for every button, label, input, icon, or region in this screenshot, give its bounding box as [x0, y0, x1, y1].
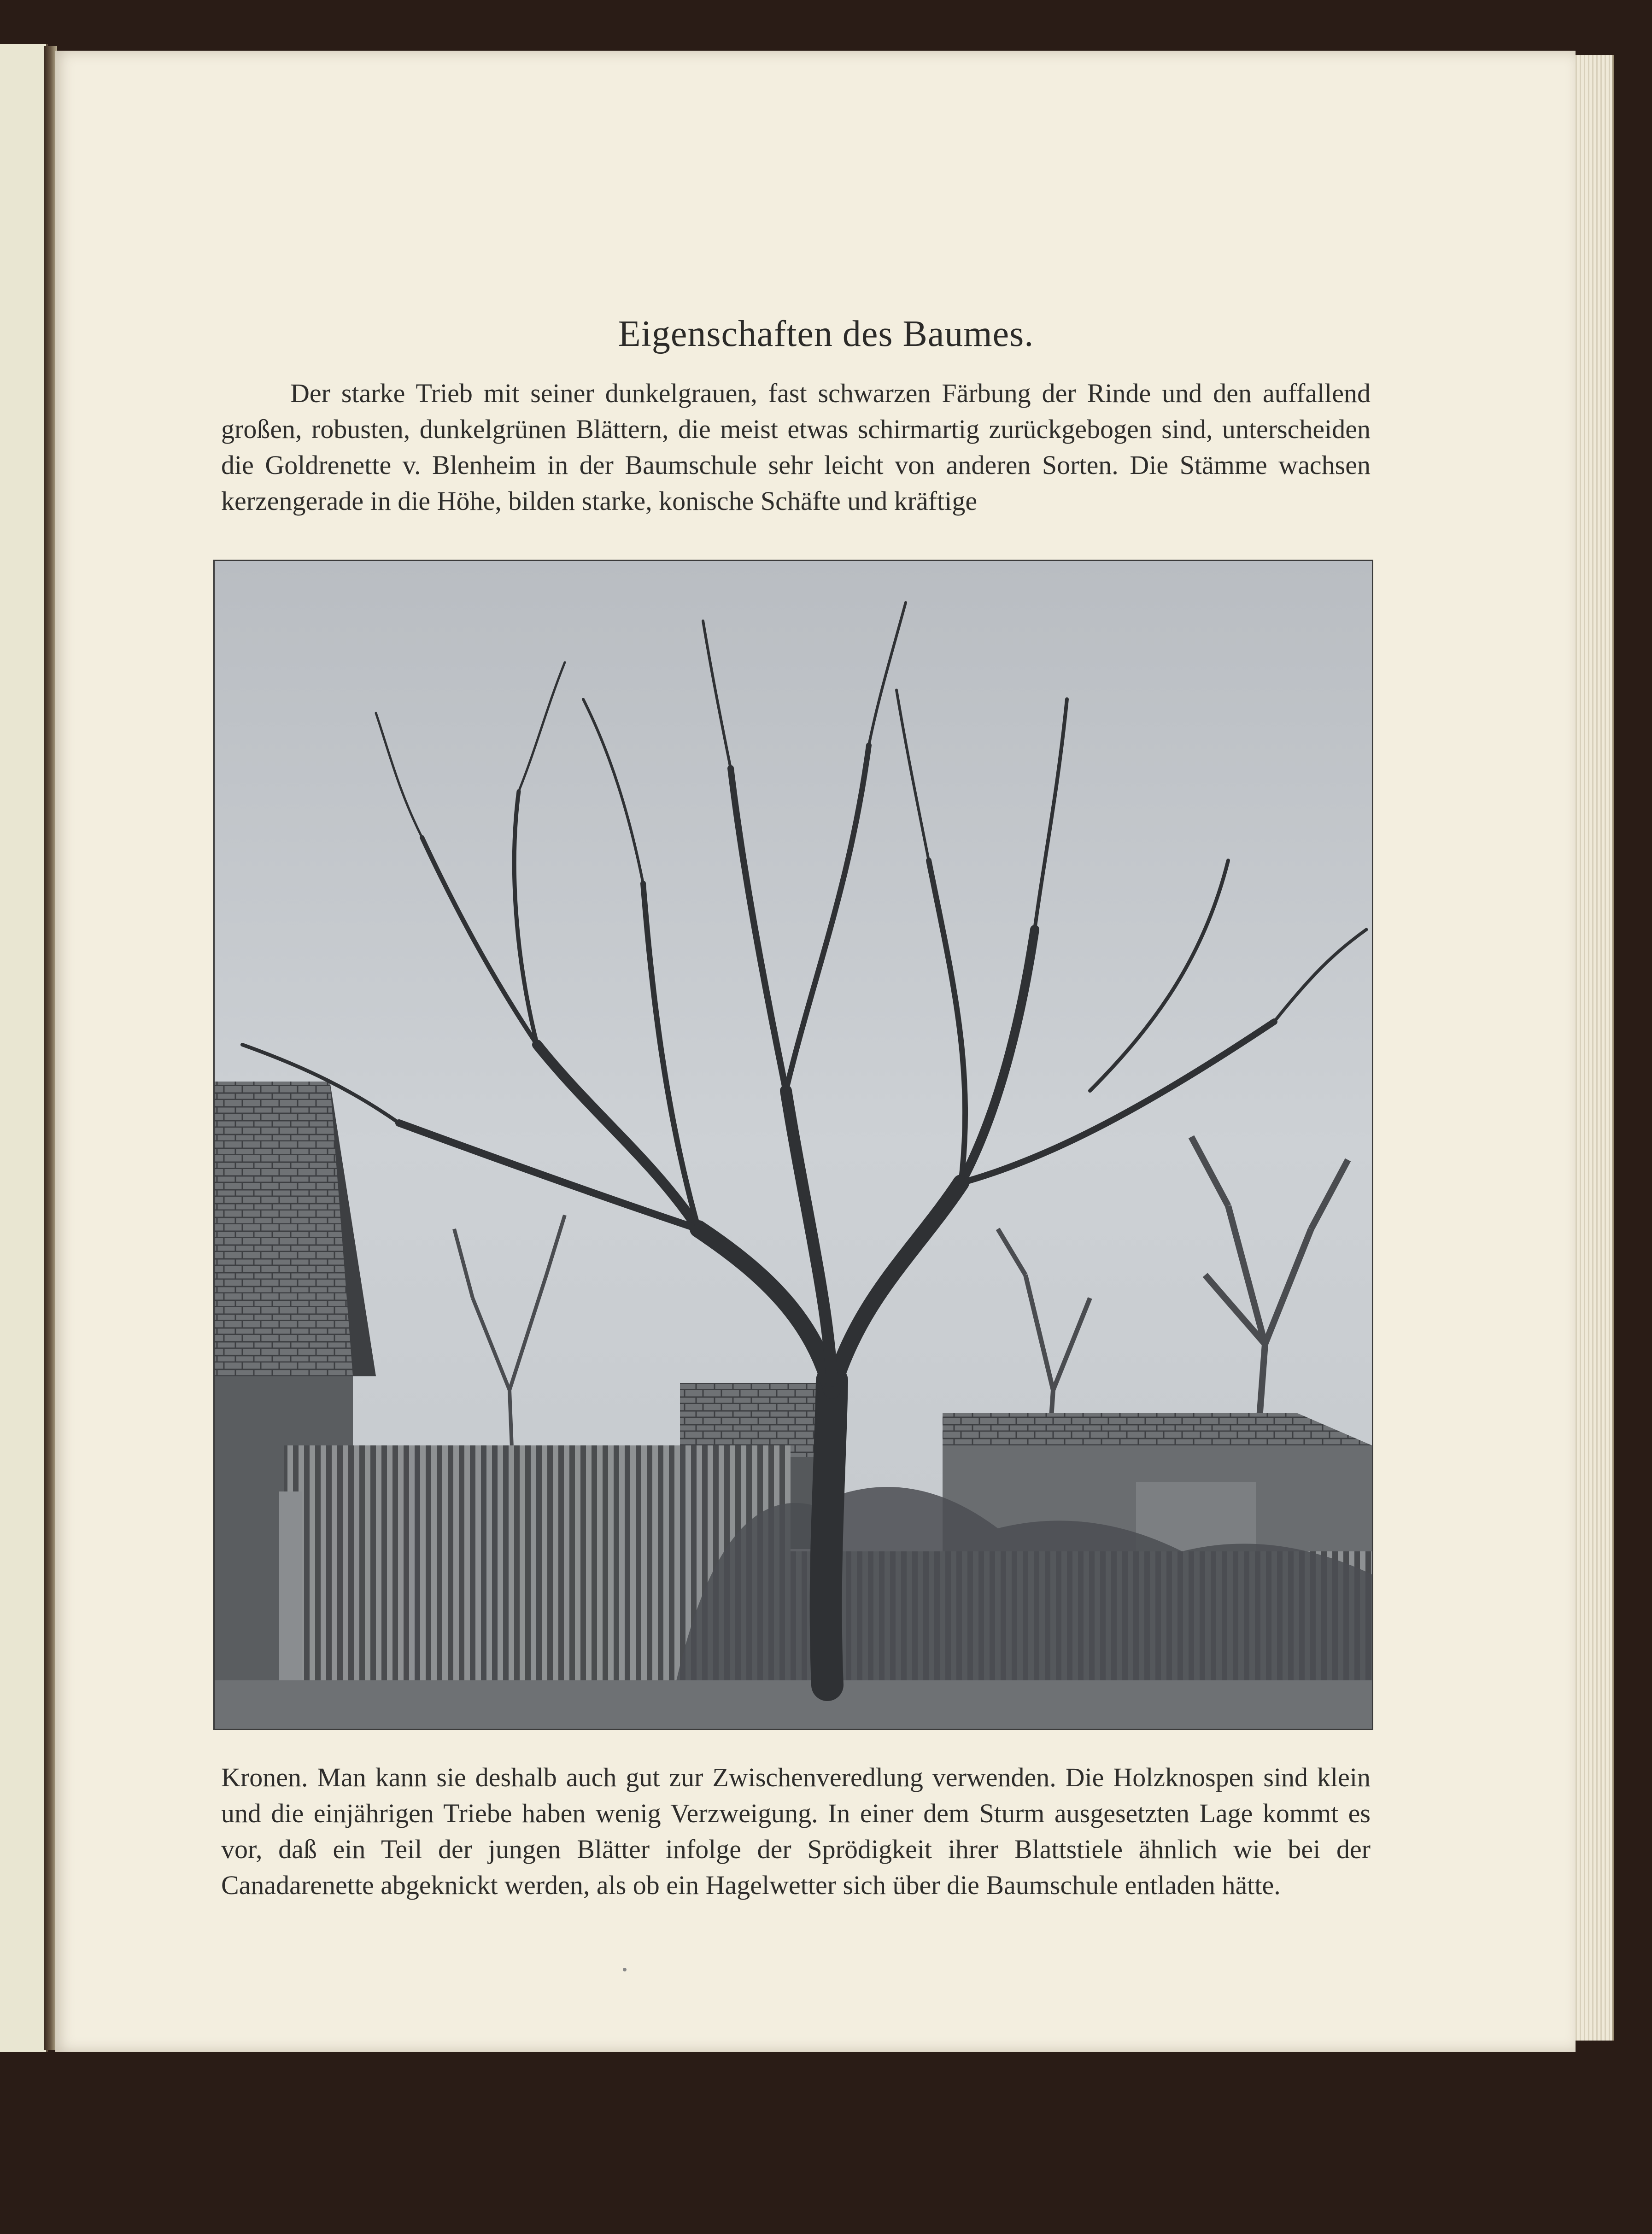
fence-post: [279, 1491, 302, 1685]
ground: [215, 1680, 1372, 1729]
paragraph-before-figure: Der starke Trieb mit seiner dunkelgrauen, fast schwarzen Färbung der Rinde und den auffallend großen, robusten, dunkelgrünen Blättern, die meist etwas schirmartig zurückgebogen sind, unterscheiden die Goldrenette v. Blenheim in der Baumschule sehr leicht von anderen Sorten. Die Stämme wachsen kerzengerade in die Höhe, bilden starke, konische Schäfte und kräftige: [221, 378, 1371, 516]
page-title: Eigenschaften des Baumes.: [618, 314, 1034, 354]
tree-photograph: [215, 561, 1372, 1729]
paragraph-after-figure: Kronen. Man kann sie deshalb auch gut zur Zwischenveredlung verwenden. Die Holzknospen sind klein und die einjährigen Triebe haben wenig Verzweigung. In einer dem Sturm ausgesetzten Lage kommt es vor, daß ein Teil der jungen Blätter infolge der Sprödigkeit ihrer Blattstiele ähnlich wie bei der Canadarenette abgeknickt werden, als ob ein Hagelwetter sich über die Baumschule entladen hätte.: [221, 1762, 1371, 1900]
page-dot: [623, 1968, 627, 1971]
photo-bare-apple-tree: [213, 560, 1373, 1730]
